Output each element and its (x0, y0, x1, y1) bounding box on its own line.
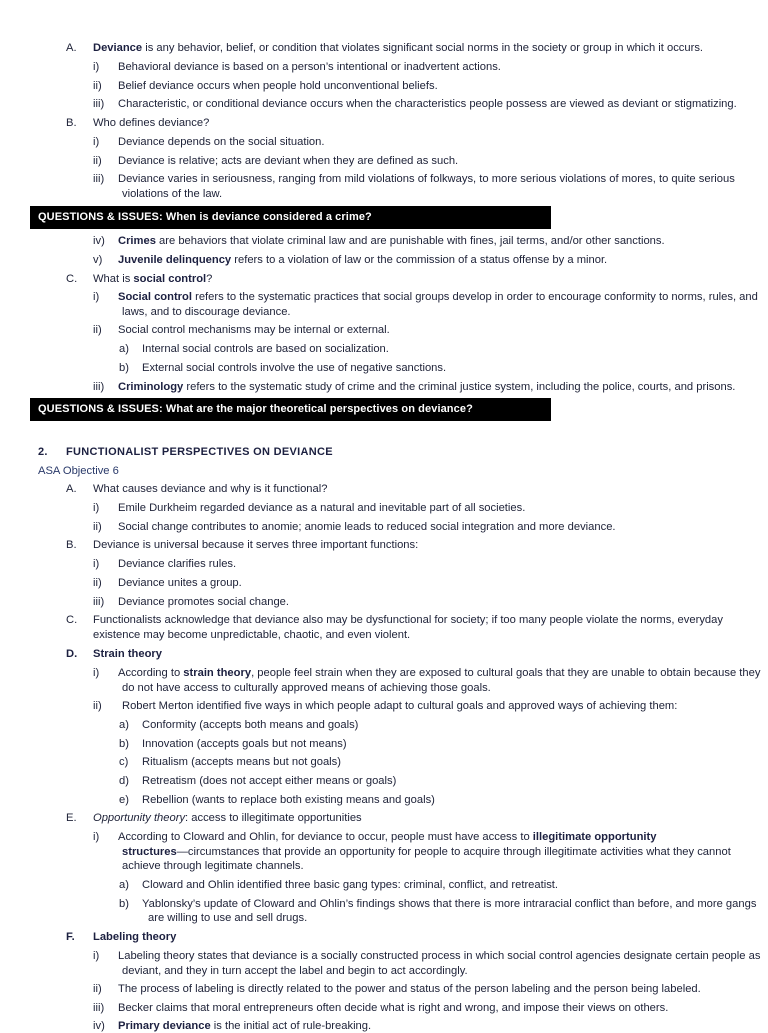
outline-item-d-ii: Robert Merton identified five ways in which people adapt to cultural goals and approved ways of achieving them: (122, 700, 678, 712)
outline-item-e-i-a: Cloward and Ohlin identified three basic gang types: criminal, conflict, and retreatist. (142, 879, 559, 891)
outline-marker: iii) (93, 98, 105, 110)
outline-item-c-ii-a: Internal social controls are based on socialization. (142, 343, 389, 355)
outline-item-a-ii: Belief deviance occurs when people hold unconventional beliefs. (118, 80, 438, 92)
outline-marker: c) (119, 756, 129, 768)
outline-item-f-i-line2: deviant, and they in turn accept the label and begin to act accordingly. (122, 965, 468, 977)
outline-marker: b) (119, 898, 129, 910)
outline-marker: C. (66, 614, 78, 626)
term-illegitimate-opportunity: illegitimate opportunity (532, 831, 657, 843)
outline-item-c-i-line2: laws, and to discourage deviance. (122, 306, 291, 318)
outline-item-a-ii: Social change contributes to anomie; anomie leads to reduced social integration and more deviance. (118, 521, 616, 533)
outline-marker: v) (93, 254, 103, 266)
term-opportunity-theory: Opportunity theory (93, 812, 186, 824)
outline-marker: A. (66, 483, 77, 495)
outline-item-b-v: Juvenile delinquency refers to a violation of law or the commission of a status offense by a minor. (118, 254, 608, 266)
outline-marker: iii) (93, 381, 105, 393)
outline-item-d-ii-e: Rebellion (wants to replace both existing means and goals) (142, 794, 435, 806)
outline-item-a: What causes deviance and why is it functional? (93, 483, 328, 495)
outline-marker: ii) (93, 521, 102, 533)
term-criminology: Criminology (118, 381, 184, 393)
outline-marker: i) (93, 667, 100, 679)
outline-marker: i) (93, 291, 100, 303)
term-social-control: Social control (118, 291, 192, 303)
outline-marker: a) (119, 343, 129, 355)
term-juvenile-delinquency: Juvenile delinquency (118, 254, 232, 266)
outline-marker: ii) (93, 983, 102, 995)
term-strain-theory: strain theory (183, 667, 252, 679)
asa-objective: ASA Objective 6 (38, 465, 119, 477)
outline-item-b-iv: Crimes are behaviors that violate criminal law and are punishable with fines, jail terms, and/or other sanctions. (118, 235, 665, 247)
outline-item-b-ii: Deviance unites a group. (118, 577, 242, 589)
outline-item-c-ii: Social control mechanisms may be internal or external. (118, 324, 390, 336)
questions-issues-bar: QUESTIONS & ISSUES: When is deviance considered a crime? (30, 206, 551, 229)
outline-marker: C. (66, 273, 78, 285)
outline-item-c-line1: Functionalists acknowledge that deviance also may be dysfunctional for society; if too many people violate the norms, everyday (93, 614, 723, 626)
term-crimes: Crimes (118, 235, 156, 247)
outline-item-b: Who defines deviance? (93, 117, 210, 129)
outline-marker: ii) (93, 700, 102, 712)
outline-heading-labeling-theory: Labeling theory (93, 931, 177, 943)
outline-marker: iii) (93, 173, 105, 185)
outline-item-b-i: Deviance clarifies rules. (118, 558, 237, 570)
outline-item-d-ii-d: Retreatism (does not accept either means or goals) (142, 775, 397, 787)
outline-marker: iii) (93, 1002, 105, 1014)
outline-marker: A. (66, 42, 77, 54)
outline-marker: D. (66, 648, 78, 660)
outline-marker: E. (66, 812, 77, 824)
outline-marker: B. (66, 117, 77, 129)
outline-heading-strain-theory: Strain theory (93, 648, 163, 660)
outline-marker: b) (119, 362, 129, 374)
outline-marker: iv) (93, 235, 105, 247)
outline-marker: ii) (93, 577, 102, 589)
outline-item-a-i: Emile Durkheim regarded deviance as a natural and inevitable part of all societies. (118, 502, 526, 514)
outline-marker: i) (93, 502, 100, 514)
outline-marker: i) (93, 558, 100, 570)
outline-item-c-line2: existence may become unpredictable, chaotic, and even violent. (93, 629, 411, 641)
outline-item-c-iii: Criminology refers to the systematic study of crime and the criminal justice system, including the police, courts, and prisons. (118, 381, 736, 393)
questions-issues-bar: QUESTIONS & ISSUES: What are the major theoretical perspectives on deviance? (30, 398, 551, 421)
outline-marker: ii) (93, 324, 102, 336)
outline-item-b-iii-line1: Deviance varies in seriousness, ranging from mild violations of folkways, to more serious violations of mores, to quite serious (118, 173, 735, 185)
outline-item-b: Deviance is universal because it serves three important functions: (93, 539, 419, 551)
outline-item-a-iii: Characteristic, or conditional deviance occurs when the characteristics people possess are viewed as deviant or stigmatizing. (118, 98, 737, 110)
outline-marker: d) (119, 775, 129, 787)
outline-marker: i) (93, 136, 100, 148)
definition-text: is any behavior, belief, or condition that violates significant social norms in the society or group in which it occurs. (142, 42, 704, 54)
outline-item-d-ii-a: Conformity (accepts both means and goals) (142, 719, 359, 731)
outline-item-c: What is social control? (93, 273, 213, 285)
outline-marker: i) (93, 61, 100, 73)
outline-marker: e) (119, 794, 129, 806)
outline-item-c-i: Social control refers to the systematic practices that social groups develop in order to encourage conformity to norms, rules, and (118, 291, 758, 303)
outline-item-d-ii-b: Innovation (accepts goals but not means) (142, 738, 347, 750)
section-number: 2. (38, 446, 48, 458)
outline-marker: ii) (93, 80, 102, 92)
outline-item-e: Opportunity theory: access to illegitimate opportunities (93, 812, 362, 824)
outline-item-d-i-line2: do not have access to culturally approved means of achieving those goals. (122, 682, 491, 694)
outline-marker: b) (119, 738, 129, 750)
outline-item-b-iii-line2: violations of the law. (122, 188, 223, 200)
term-deviance: Deviance (93, 42, 143, 54)
outline-item-b-iii: Deviance promotes social change. (118, 596, 290, 608)
outline-marker: i) (93, 831, 100, 843)
outline-marker: ii) (93, 155, 102, 167)
outline-marker: B. (66, 539, 77, 551)
outline-marker: iv) (93, 1020, 105, 1032)
outline-marker: a) (119, 719, 129, 731)
outline-item-e-i-line3: achieve through legitimate channels. (122, 860, 304, 872)
section-title: FUNCTIONALIST PERSPECTIVES ON DEVIANCE (66, 446, 333, 458)
outline-marker: iii) (93, 596, 105, 608)
outline-item-e-i: According to Cloward and Ohlin, for deviance to occur, people must have access to illegitimate opportunity (118, 831, 657, 843)
term-primary-deviance: Primary deviance (118, 1020, 211, 1032)
outline-item-a-i: Behavioral deviance is based on a person’s intentional or inadvertent actions. (118, 61, 501, 73)
outline-item-c-ii-b: External social controls involve the use of negative sanctions. (142, 362, 447, 374)
outline-marker: i) (93, 950, 100, 962)
outline-item-f-iii: Becker claims that moral entrepreneurs often decide what is right and wrong, and impose their views on others. (118, 1002, 669, 1014)
outline-marker: F. (66, 931, 75, 943)
outline-item-e-i-b-line2: are willing to use and sell drugs. (148, 912, 308, 924)
outline-item-f-i-line1: Labeling theory states that deviance is a socially constructed process in which social control agencies designate certain people as (118, 950, 761, 962)
outline-item-b-i: Deviance depends on the social situation. (118, 136, 325, 148)
outline-item-e-i-b-line1: Yablonsky’s update of Cloward and Ohlin’s findings shows that there is more intraracial conflict than before, and more gangs (142, 898, 757, 910)
outline-item-f-iv: Primary deviance is the initial act of rule-breaking. (118, 1020, 372, 1032)
outline-item-b-ii: Deviance is relative; acts are deviant when they are defined as such. (118, 155, 459, 167)
outline-item-d-i: According to strain theory, people feel strain when they are exposed to cultural goals that they are unable to obtain because they (118, 667, 761, 679)
outline-item-d-ii-c: Ritualism (accepts means but not goals) (142, 756, 341, 768)
outline-item-e-i-line2: structures—circumstances that provide an opportunity for people to acquire through illegitimate activities what they cannot (122, 846, 731, 858)
term-social-control: social control (133, 273, 207, 285)
term-structures: structures (122, 846, 177, 858)
outline-marker: a) (119, 879, 129, 891)
outline-item-f-ii: The process of labeling is directly related to the power and status of the person labeling and the person being labeled. (118, 983, 701, 995)
